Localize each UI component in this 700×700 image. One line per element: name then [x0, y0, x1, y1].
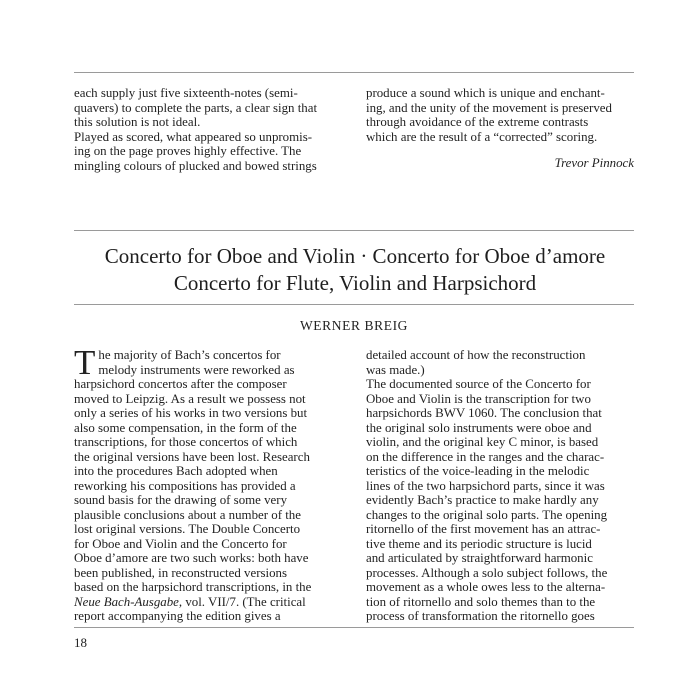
- title-line: Concerto for Oboe and Violin · Concerto for Oboe d’amore: [104, 244, 606, 268]
- text-line: melody instruments were reworked as: [98, 362, 295, 377]
- title-bottom-rule: [74, 304, 634, 305]
- text-line: he majority of Bach’s concertos for: [98, 348, 281, 362]
- text-line: report accompanying the edition gives a: [74, 609, 281, 623]
- text-line: each supply just five sixteenth-notes (semi-: [74, 86, 298, 100]
- text-line: based on the harpsichord transcriptions, in the: [74, 580, 312, 594]
- text-line: teristics of the voice-leading in the melodic: [366, 464, 590, 478]
- page-title: [60, 243, 650, 297]
- title-top-rule: [74, 230, 634, 231]
- text-line: harpsichords BWV 1060. The conclusion that: [366, 406, 602, 420]
- text-line: for Oboe and Violin and the Concerto for: [74, 536, 287, 551]
- text-line: sound basis for the drawing of some very: [74, 493, 288, 507]
- text-line: been published, in reconstructed versions: [74, 565, 287, 580]
- author-name: WERNER BREIG: [299, 318, 409, 333]
- text-line: process of transformation the ritornello goes: [366, 609, 595, 623]
- text-line: detailed account of how the reconstruction: [366, 348, 586, 362]
- text-line: was made.): [366, 362, 425, 377]
- text-line: on the difference in the ranges and the charac-: [366, 449, 605, 464]
- text-line: produce a sound which is unique and enchant-: [366, 86, 605, 100]
- text-line: this solution is not ideal.: [74, 115, 201, 129]
- text-line: moved to Leipzig. As a result we possess not: [74, 391, 306, 406]
- text-line: evidently Bach’s practice to make hardly any: [366, 493, 599, 507]
- text-line: changes to the original solo parts. The opening: [366, 507, 608, 522]
- body-left-column: [74, 343, 342, 624]
- page-number: 18: [74, 635, 87, 650]
- top-rule: [74, 72, 634, 73]
- text-line: [74, 595, 342, 610]
- body-right-column: [366, 348, 634, 624]
- text-line: mingling colours of plucked and bowed strings: [74, 158, 317, 173]
- text-line: only a series of his works in two versions but: [74, 406, 308, 420]
- text-line: movement as a whole owes less to the alterna-: [366, 580, 606, 594]
- text-line: into the procedures Bach adopted when: [74, 464, 278, 478]
- text-line: The documented source of the Concerto for: [366, 377, 591, 391]
- text-line: transcriptions, for those concertos of which: [74, 435, 298, 449]
- text-line: ritornello of the first movement has an attrac-: [366, 522, 601, 536]
- top-right-column: [366, 86, 634, 171]
- text-line: which are the result of a “corrected” scoring.: [366, 129, 598, 144]
- text-line: lost original versions. The Double Concerto: [74, 522, 301, 536]
- text-line: harpsichord concertos after the composer: [74, 377, 287, 391]
- text-line: tive theme and its periodic structure is lucid: [366, 536, 592, 551]
- top-left-column: [74, 86, 342, 173]
- text-line: lines of the two harpsichord parts, since it was: [366, 478, 605, 493]
- text-line: Played as scored, what appeared so unpromis-: [74, 129, 313, 144]
- drop-cap: T: [74, 343, 96, 382]
- text-line: also some compensation, in the form of the: [74, 420, 297, 435]
- signature: Trevor Pinnock: [554, 156, 634, 170]
- text-line: quavers) to complete the parts, a clear sign that: [74, 100, 318, 115]
- italic-title: Neue Bach-Ausgabe,: [74, 594, 183, 609]
- text-line: through avoidance of the extreme contrasts: [366, 115, 589, 129]
- text-line: violin, and the original key C minor, is based: [366, 435, 599, 449]
- text-line: processes. Although a solo subject follows, the: [366, 565, 608, 580]
- text-line: ing on the page proves highly effective. The: [74, 144, 302, 158]
- title-line: Concerto for Flute, Violin and Harpsichord: [173, 271, 537, 295]
- bottom-rule: [74, 627, 634, 628]
- text-line: Oboe d’amore are two such works: both have: [74, 551, 309, 565]
- text-line: Oboe and Violin is the transcription for two: [366, 391, 591, 406]
- text-line: the original versions have been lost. Research: [74, 449, 310, 464]
- text-line: reworking his compositions has provided a: [74, 478, 296, 493]
- text-line: tion of ritornello and solo themes than to the: [366, 594, 596, 609]
- text-line: and articulated by straightforward harmonic: [366, 551, 593, 565]
- text-line: the original solo instruments were oboe and: [366, 420, 592, 435]
- text-fragment: vol. VII/7. (The critical: [182, 594, 306, 609]
- text-line: ing, and the unity of the movement is preserved: [366, 100, 612, 115]
- text-line: plausible conclusions about a number of the: [74, 507, 301, 522]
